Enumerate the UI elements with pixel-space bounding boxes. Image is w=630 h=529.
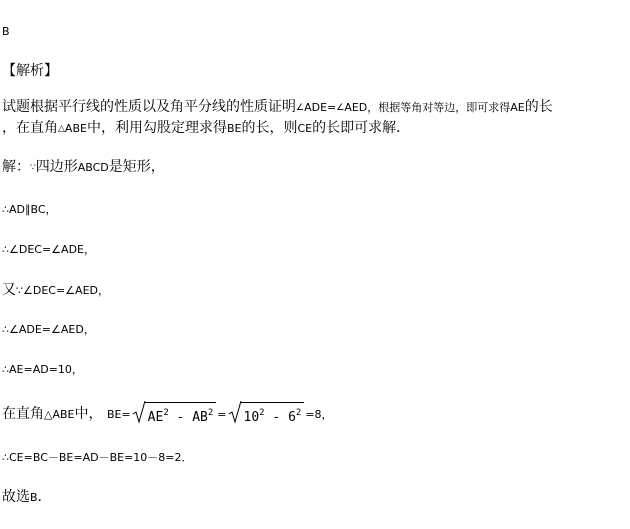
solution-text: 中，: [74, 406, 103, 422]
explanation-text: 的长，则: [241, 120, 298, 136]
explanation-text: ，在直角: [2, 120, 58, 136]
explanation-text: 中，利用勾股定理求得: [86, 120, 227, 136]
solution-line-4: [2, 281, 109, 300]
solution-text: ．: [37, 489, 52, 505]
answer-letter: B: [2, 25, 10, 38]
explanation-math: ADE=: [304, 101, 337, 114]
radicand: AE: [147, 410, 164, 425]
solution-line-5: ∴∠ADE=∠AED，: [2, 323, 95, 336]
solution-math: △ABE: [44, 408, 75, 421]
solution-math: =: [217, 408, 227, 421]
square-root-2: [228, 402, 305, 426]
solution-text: 故选: [2, 489, 30, 505]
triangle-icon: △: [58, 124, 65, 134]
radical-sign-icon: [228, 400, 242, 424]
explanation-math: AE: [510, 101, 525, 114]
solution-math: ∵∠DEC=∠AED，: [16, 284, 109, 297]
explanation-line-2: [2, 119, 410, 138]
solution-text: 解：: [2, 159, 30, 175]
exponent: 2: [259, 408, 265, 418]
solution-line-3: ∴∠DEC=∠ADE，: [2, 243, 95, 256]
solution-line-7: [2, 402, 333, 426]
explanation-text: 试题根据平行线的性质以及角平分线的性质证明: [2, 99, 296, 115]
angle-icon: ∠: [296, 103, 305, 113]
solution-text: 是矩形，: [108, 159, 165, 175]
solution-math: BE=: [106, 408, 131, 421]
solution-line-2: ∴AD∥BC，: [2, 203, 57, 216]
explanation-line-1: [2, 98, 553, 117]
solution-text: 四边形: [35, 159, 78, 175]
square-root-1: [132, 402, 217, 426]
solution-line-1: [2, 158, 165, 177]
radicand: 10: [243, 410, 260, 425]
solution-text: 又: [2, 282, 16, 298]
solution-text: 在直角: [2, 406, 44, 422]
radicand: - 6: [264, 410, 296, 425]
explanation-math: CE: [297, 122, 313, 135]
explanation-text: 的长: [524, 99, 553, 115]
solution-line-8: ∴CE=BC－BE=AD－BE=10－8=2．: [2, 451, 193, 464]
angle-icon: ∠: [336, 103, 345, 113]
solution-math: =8，: [305, 408, 333, 421]
explanation-math: BE: [226, 122, 242, 135]
exponent: 2: [163, 408, 169, 418]
radicand: - AB: [168, 410, 208, 425]
solution-line-9: [2, 488, 52, 507]
explanation-math: ABE: [64, 122, 87, 135]
radical-sign-icon: [132, 400, 146, 424]
exponent: 2: [295, 408, 302, 418]
exponent: 2: [207, 408, 214, 418]
analysis-heading: 【解析】: [2, 63, 58, 79]
explanation-text: 的长即可求解．: [312, 120, 411, 136]
solution-math: B: [30, 491, 38, 504]
explanation-math: AED，根据等角对等边，即可求得: [344, 101, 511, 114]
solution-math: ABCD: [77, 161, 109, 174]
because-icon: ∵: [30, 163, 36, 173]
solution-line-6: ∴AE=AD=10，: [2, 363, 83, 376]
